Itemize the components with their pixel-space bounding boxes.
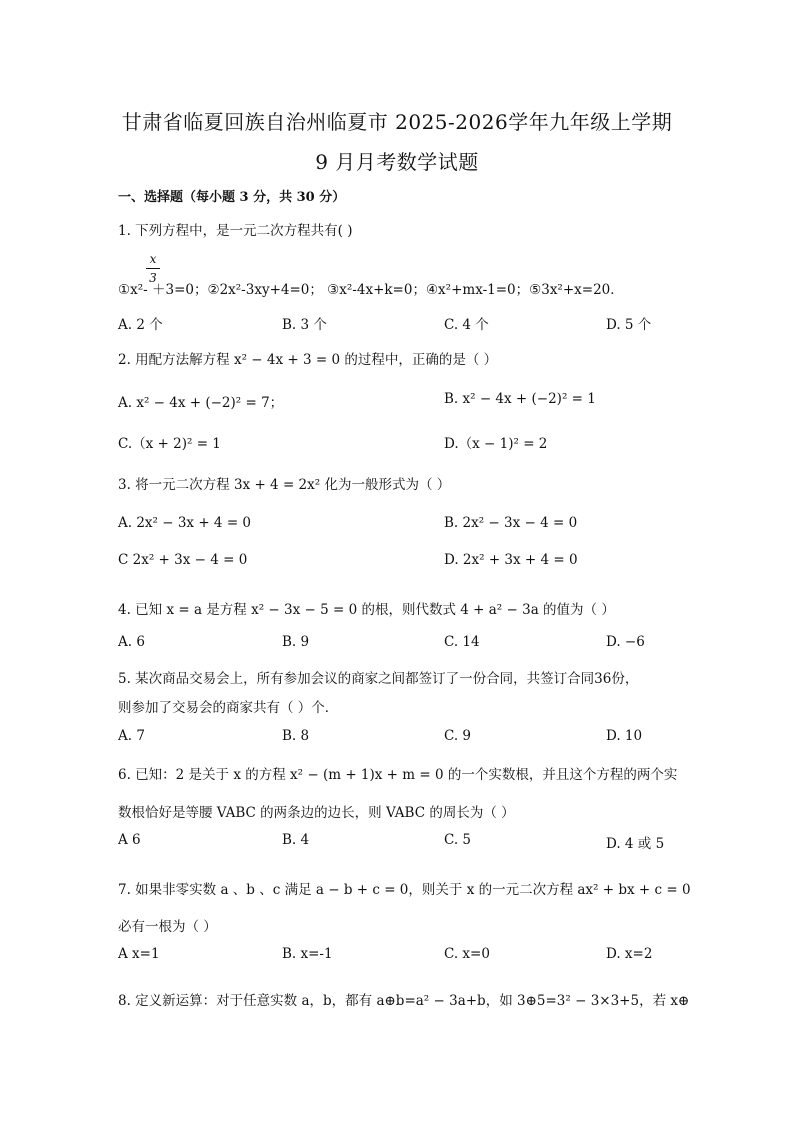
- q5-stem-line2: 则参加了交易会的商家共有（ ）个．: [118, 700, 339, 716]
- q7-stem-line2: 必有一根为（ ）: [118, 919, 217, 935]
- q7-option-d: D. x=2: [606, 946, 653, 962]
- q1-option-a: A. 2 个: [118, 317, 163, 333]
- exam-title-line2: 9 月月考数学试题: [315, 150, 479, 174]
- q3-option-d: D. 2x² + 3x + 4 = 0: [444, 552, 578, 568]
- q6-stem-line1: 6. 已知：2 是关于 x 的方程 x² − (m + 1)x + m = 0 的一个实数根，并且这个方程的两个实: [118, 767, 678, 783]
- q1-option-b: B. 3 个: [282, 317, 327, 333]
- q3-option-b: B. 2x² − 3x − 4 = 0: [444, 515, 578, 531]
- q5-option-a: A. 7: [118, 728, 145, 744]
- q6-option-a: A 6: [118, 832, 141, 848]
- q1-items: ①x²- ＋3=0；②2x²-3xy+4=0； ③x²-4x+k=0；④x²+mx-1=0；⑤3x²+x=20．: [118, 282, 624, 298]
- q5-option-b: B. 8: [282, 728, 310, 744]
- q4-option-d: D. −6: [606, 634, 645, 650]
- q2-option-c: C.（x + 2)² = 1: [118, 436, 221, 452]
- q4-option-b: B. 9: [282, 634, 310, 650]
- q3-stem: 3. 将一元二次方程 3x + 4 = 2x² 化为一般形式为（ ）: [118, 477, 451, 493]
- q8-stem: 8. 定义新运算：对于任意实数 a，b，都有 a⊕b=a² − 3a+b，如 3⊕5=3² − 3×3+5，若 x⊕: [118, 993, 690, 1009]
- q7-stem-line1: 7. 如果非零实数 a 、b 、c 满足 a − b + c = 0，则关于 x 的一元二次方程 ax² + bx + c = 0: [118, 882, 691, 898]
- q6-stem-line2: 数根恰好是等腰 VABC 的两条边的边长，则 VABC 的周长为（ ）: [118, 805, 515, 821]
- q4-stem: 4. 已知 x = a 是方程 x² − 3x − 5 = 0 的根，则代数式 4 + a² − 3a 的值为（ ）: [118, 602, 615, 618]
- q6-option-d: D. 4 或 5: [606, 836, 665, 852]
- q1-fraction-numerator: x: [149, 252, 157, 266]
- q2-option-a: A. x² − 4x + (−2)² = 7；: [118, 395, 284, 411]
- exam-title-line1: 甘肃省临夏回族自治州临夏市 2025-2026学年九年级上学期: [121, 110, 673, 134]
- q6-option-c: C. 5: [444, 832, 472, 848]
- q4-option-a: A. 6: [118, 634, 145, 650]
- q5-option-d: D. 10: [606, 728, 643, 744]
- q1-stem: 1. 下列方程中，是一元二次方程共有( ): [118, 223, 353, 239]
- q2-option-d: D.（x − 1)² = 2: [444, 436, 548, 452]
- q6-option-b: B. 4: [282, 832, 310, 848]
- q1-fraction-denominator: 3: [149, 271, 157, 285]
- q7-option-a: A x=1: [118, 946, 160, 962]
- q4-option-c: C. 14: [444, 634, 480, 650]
- q3-option-c: C 2x² + 3x − 4 = 0: [118, 552, 248, 568]
- q5-option-c: C. 9: [444, 728, 472, 744]
- q7-option-c: C. x=0: [444, 946, 490, 962]
- q1-option-c: C. 4 个: [444, 317, 489, 333]
- q1-option-d: D. 5 个: [606, 317, 652, 333]
- q3-option-a: A. 2x² − 3x + 4 = 0: [118, 515, 252, 531]
- q2-stem: 2. 用配方法解方程 x² − 4x + 3 = 0 的过程中，正确的是（ ）: [118, 352, 498, 368]
- q7-option-b: B. x=-1: [282, 946, 333, 962]
- q5-stem-line1: 5. 某次商品交易会上，所有参加会议的商家之间都签订了一份合同，共签订合同36份，: [118, 671, 639, 687]
- section-heading: 一、选择题（每小题 3 分，共 30 分）: [118, 190, 346, 205]
- q2-option-b: B. x² − 4x + (−2)² = 1: [444, 391, 596, 407]
